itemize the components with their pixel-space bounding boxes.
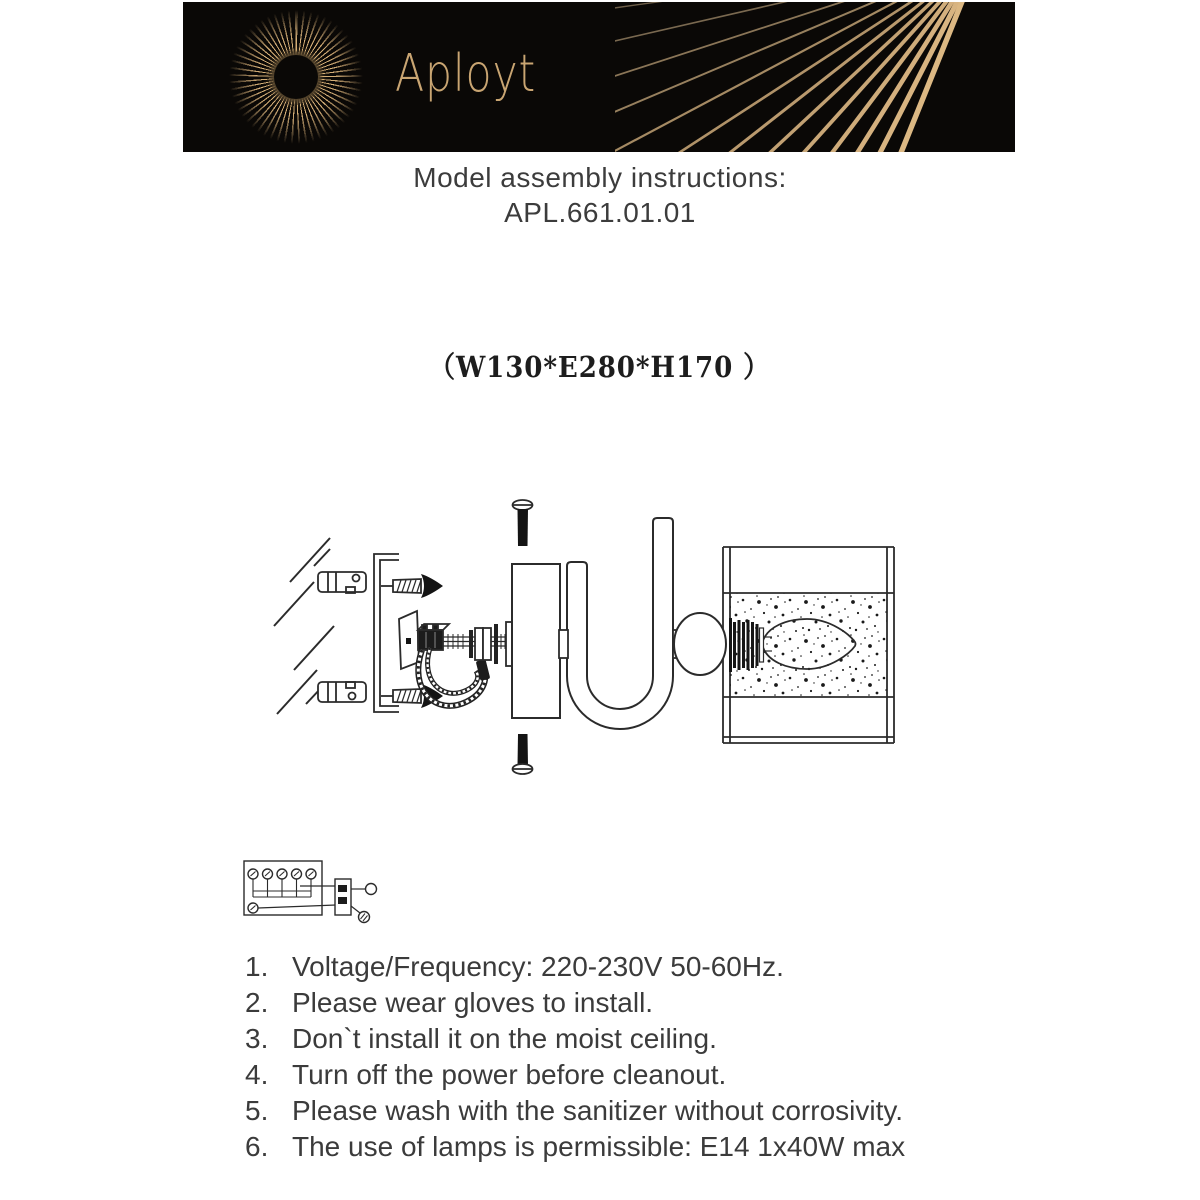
wiring-diagram: [240, 853, 390, 938]
dimensions-line: [0, 345, 1200, 386]
lamp-socket: [674, 613, 726, 675]
arm-connector-left: [559, 630, 568, 658]
instruction-item: [245, 1095, 1025, 1131]
instruction-number: 4.: [245, 1059, 269, 1090]
instruction-text: Voltage/Frequency: 220-230V 50-60Hz.: [292, 951, 784, 982]
assembly-diagram: [270, 478, 960, 813]
brand-name: Aployt: [395, 44, 537, 104]
instruction-item: [245, 1023, 1025, 1059]
wiring-plate: [399, 611, 419, 669]
instruction-item: [245, 1131, 1025, 1167]
instructions-list: [245, 951, 1025, 1167]
instruction-number: 5.: [245, 1095, 269, 1126]
brand-banner: [183, 2, 1015, 152]
sunburst-center: [274, 55, 318, 99]
instruction-item: [245, 1059, 1025, 1095]
dimensions-text: （W130*E280*H170 ）: [429, 350, 771, 384]
model-number: APL.661.01.01: [504, 197, 696, 228]
page-title: Model assembly instructions:: [413, 162, 787, 193]
neutral-wire: [258, 905, 336, 908]
instruction-item: [245, 951, 1025, 987]
instruction-text: Please wear gloves to install.: [292, 987, 654, 1018]
instruction-number: 6.: [245, 1131, 269, 1162]
canopy-screw-bottom: [513, 734, 533, 774]
terminal-strip: [248, 869, 316, 897]
connector-block: [335, 879, 351, 915]
instruction-number: 3.: [245, 1023, 269, 1054]
banner-rays-decoration: [615, 2, 1015, 152]
mounting-bracket: [374, 554, 399, 712]
u-shaped-arm: [567, 518, 673, 729]
wall-anchor-top: [318, 572, 366, 593]
ground-screw-symbol: [359, 912, 370, 923]
mounting-screw-top: [381, 574, 443, 598]
instruction-text: The use of lamps is permissible: E14 1x40W max: [292, 1131, 906, 1162]
instruction-text: Please wash with the sanitizer without corrosivity.: [292, 1095, 904, 1126]
ground-terminal: [248, 903, 258, 913]
canopy-screw-top: [513, 500, 533, 546]
instruction-item: [245, 987, 1025, 1023]
threaded-rod: [443, 622, 513, 666]
lamp-symbol: [366, 884, 377, 895]
instruction-text: Don`t install it on the moist ceiling.: [292, 1023, 717, 1054]
canopy: [512, 564, 560, 718]
instruction-text: Turn off the power before cleanout.: [292, 1059, 727, 1090]
instruction-number: 2.: [245, 987, 269, 1018]
wall-anchor-bottom: [318, 682, 366, 702]
instruction-number: 1.: [245, 951, 269, 982]
